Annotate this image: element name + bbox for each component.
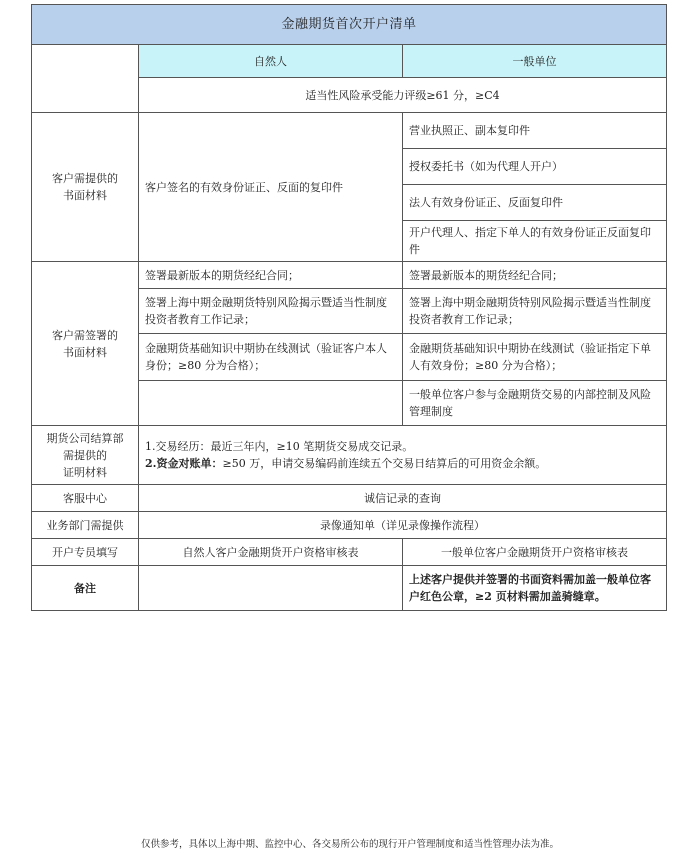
specialist-general-form: 一般单位客户金融期货开户资格审核表 [403,539,667,566]
column-header-natural-person: 自然人 [139,45,403,78]
service-label: 客服中心 [32,485,139,512]
signing-general-item: 签署最新版本的期货经纪合同； [403,262,667,289]
specialist-row [32,539,667,566]
signing-natural-item [139,381,403,426]
account-opening-checklist-table [31,4,667,611]
service-value: 诚信记录的查询 [139,485,667,512]
materials-general-item: 授权委托书（如为代理人开户） [403,149,667,185]
signing-row-1 [32,262,667,289]
signing-general-item: 签署上海中期金融期货特别风险揭示暨适当性制度投资者教育工作记录； [403,289,667,334]
proof-item2-text: ≥50 万，申请交易编码前连续五个交易日结算后的可用资金余额。 [222,457,547,470]
header-blank-cell [32,45,139,113]
materials-general-item: 开户代理人、指定下单人的有效身份证正反面复印件 [403,221,667,262]
remarks-natural [139,566,403,611]
title-row [32,5,667,45]
materials-label-line2: 书面材料 [63,189,107,202]
materials-row-1 [32,113,667,149]
materials-label [32,113,139,262]
proof-item-fund-statement [145,455,660,472]
signing-label [32,262,139,426]
signing-general-item: 金融期货基础知识中期协在线测试（验证指定下单人有效身份；≥80 分为合格）； [403,334,667,381]
proof-row [32,426,667,485]
materials-general-item: 法人有效身份证正、反面复印件 [403,185,667,221]
remarks-row [32,566,667,611]
materials-natural-person: 客户签名的有效身份证正、反面的复印件 [139,113,403,262]
service-row [32,485,667,512]
materials-label-line1: 客户需提供的 [52,172,118,185]
signing-natural-item: 签署上海中期金融期货特别风险揭示暨适当性制度投资者教育工作记录； [139,289,403,334]
proof-item1-label: 1.交易经历： [145,440,211,453]
business-value: 录像通知单（详见录像操作流程） [139,512,667,539]
proof-item2-label: 2.资金对账单： [145,457,223,470]
proof-label-line3: 证明材料 [63,465,107,479]
signing-natural-item: 签署最新版本的期货经纪合同； [139,262,403,289]
specialist-natural-form: 自然人客户金融期货开户资格审核表 [139,539,403,566]
proof-label-line2: 需提供的 [63,448,107,462]
table-title: 金融期货首次开户清单 [32,5,667,45]
remarks-general: 上述客户提供并签署的书面资料需加盖一般单位客户红色公章，≥2 页材料需加盖骑缝章。 [403,566,667,611]
proof-label-line1: 期货公司结算部 [46,431,124,445]
business-row [32,512,667,539]
proof-item-trading-experience [145,438,660,455]
specialist-label: 开户专员填写 [32,539,139,566]
signing-general-item: 一般单位客户参与金融期货交易的内部控制及风险管理制度 [403,381,667,426]
column-header-general-entity: 一般单位 [403,45,667,78]
proof-content [139,426,667,485]
signing-natural-item: 金融期货基础知识中期协在线测试（验证客户本人身份；≥80 分为合格）； [139,334,403,381]
suitability-requirement: 适当性风险承受能力评级≥61 分，≥C4 [139,78,667,113]
remarks-label: 备注 [32,566,139,611]
materials-general-item: 营业执照正、副本复印件 [403,113,667,149]
business-label: 业务部门需提供 [32,512,139,539]
signing-label-line1: 客户需签署的 [52,328,118,342]
proof-label [32,426,139,485]
proof-item1-text: 最近三年内，≥10 笔期货交易成交记录。 [210,440,414,453]
disclaimer-footer: 仅供参考，具体以上海中期、监控中心、各交易所公布的现行开户管理制度和适当性管理办法为准。 [140,839,559,850]
column-header-row [32,45,667,78]
signing-label-line2: 书面材料 [63,345,107,359]
